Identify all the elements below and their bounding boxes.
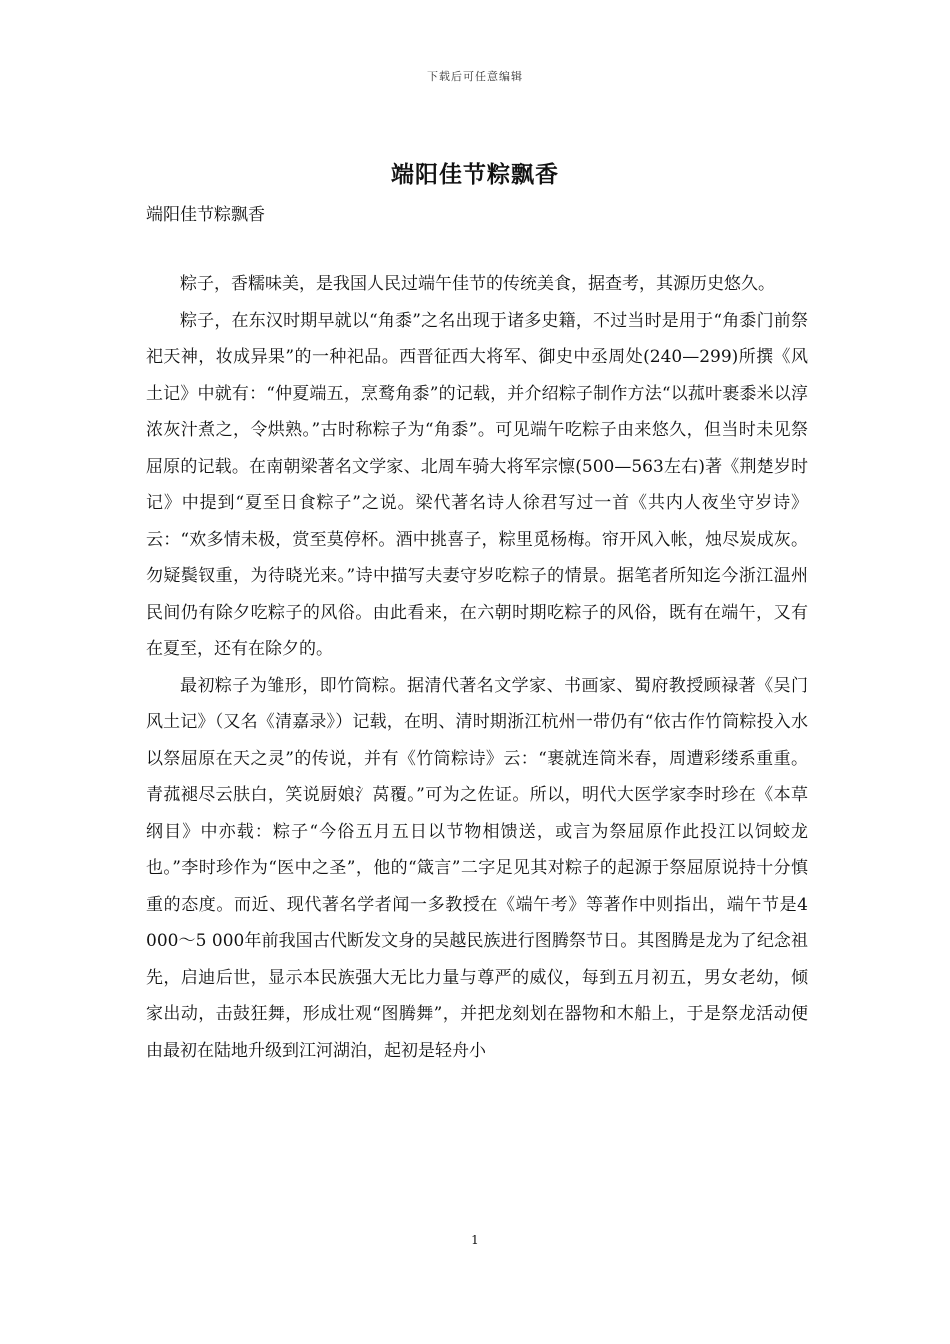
page-header-note: 下载后可任意编辑 bbox=[427, 70, 523, 83]
page-number: 1 bbox=[471, 1233, 479, 1247]
paragraph-1: 粽子，香糯味美，是我国人民过端午佳节的传统美食，据查考，其源历史悠久。 bbox=[180, 274, 775, 294]
paragraph-3: 最初粽子为雏形，即竹筒粽。据清代著名文学家、书画家、蜀府教授顾禄著《吴门风土记》（又名《清嘉录》）记载，在明、清时期浙江杭州一带仍有“依古作竹筒粽投入水以祭屈原在天之灵”的传说，并有《竹筒粽诗》云：“裹就连筒米春，周遭彩缕系重重。青菰褪尽云肤白，笑说厨娘氵莴覆。”可为之佐证。所以，明代大医学家李时珍在《本草纲目》中亦载：粽子“今俗五月五日以节物相馈送，或言为祭屈原作此投江以饲蛟龙也。”李时珍作为“医中之圣”，他的“箴言”二字足见其对粽子的起源于祭屈原说持十分慎重的态度。而近、现代著名学者闻一多教授在《端午考》等著作中则指出，端午节是4 000～5 000年前我国古代断发文身的吴越民族进行图腾祭节日。其图腾是龙为了纪念祖先，启迪后世，显示本民族强大无比力量与尊严的威仪，每到五月初五，男女老幼，倾家出动，击鼓狂舞，形成壮观“图腾舞”，并把龙刻划在器物和木船上，于是祭龙活动便由最初在陆地升级到江河湖泊，起初是轻舟小 bbox=[146, 675, 808, 1061]
document-body bbox=[146, 266, 808, 1069]
document-subtitle: 端阳佳节粽飘香 bbox=[146, 205, 265, 225]
paragraph-2: 粽子，在东汉时期早就以“角黍”之名出现于诸多史籍，不过当时是用于“角黍门前祭祀天神，妆成异果”的一种祀品。西晋征西大将军、御史中丞周处(240—299)所撰《风土记》中就有：“仲夏端五，烹鹜角黍”的记载，并介绍粽子制作方法“以菰叶裹黍米以淳浓灰汁煮之，令烘熟。”古时称粽子为“角黍”。可见端午吃粽子由来悠久，但当时未见祭屈原的记载。在南朝梁著名文学家、北周车骑大将军宗懔(500—563左右)著《荆楚岁时记》中提到“夏至日食粽子”之说。梁代著名诗人徐君写过一首《共内人夜坐守岁诗》云：“欢多情未极，赏至莫停杯。酒中挑喜子，粽里觅杨梅。帘开风入帐，烛尽炭成灰。勿疑鬓钗重，为待晓光来。”诗中描写夫妻守岁吃粽子的情景。据笔者所知迄今浙江温州民间仍有除夕吃粽子的风俗。由此看来，在六朝时期吃粽子的风俗，既有在端午，又有在夏至，还有在除夕的。 bbox=[146, 310, 808, 659]
document-title: 端阳佳节粽飘香 bbox=[391, 161, 559, 188]
